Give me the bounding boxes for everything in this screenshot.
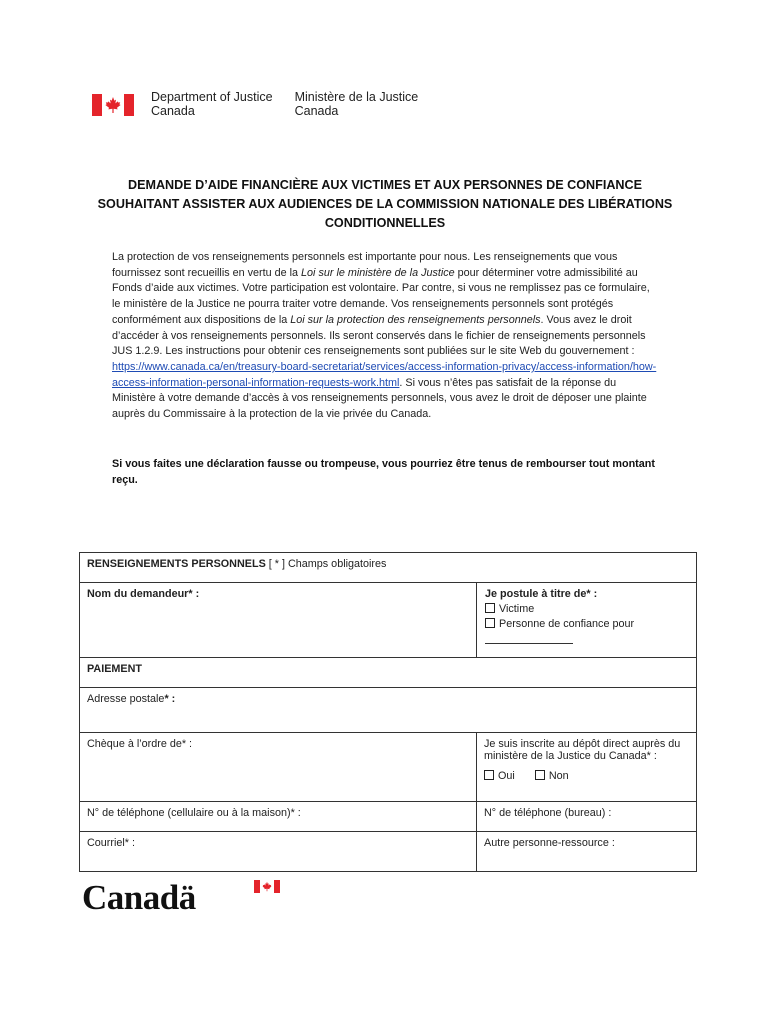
cheque-payee-label: Chèque à l’ordre de* : <box>87 738 193 750</box>
false-declaration-warning: Si vous faites une déclaration fausse ou trompeuse, vous pourriez être tenus de rembourser tout montant reçu. <box>112 458 655 486</box>
work-phone-label: N° de téléphone (bureau) : <box>484 807 612 819</box>
yes-option-label: Oui <box>498 770 515 782</box>
apply-as-field <box>477 583 697 658</box>
support-person-checkbox[interactable] <box>485 618 495 628</box>
direct-deposit-field <box>477 733 697 802</box>
other-contact-field[interactable] <box>477 832 697 872</box>
department-header <box>92 90 418 122</box>
department-name-french: Ministère de la Justice Canada <box>294 90 419 118</box>
direct-deposit-label: Je suis inscrite au dépôt direct auprès du ministère de la Justice du Canada* : <box>484 738 681 762</box>
victim-checkbox[interactable] <box>485 603 495 613</box>
email-label: Courriel* : <box>87 837 136 849</box>
canada-flag-icon <box>92 94 134 116</box>
privacy-instructions-link[interactable]: https://www.canada.ca/en/treasury-board-secretariat/services/access-information-privacy/access-information/how-access-information-personal-information-requests-work.html <box>112 360 657 389</box>
email-field[interactable] <box>80 832 477 872</box>
support-person-blank[interactable] <box>485 633 573 644</box>
law-reference: Loi sur le ministère de la Justice <box>301 266 455 279</box>
wordmark-flag-icon <box>254 880 280 893</box>
canada-wordmark <box>82 880 196 916</box>
other-contact-label: Autre personne-ressource : <box>484 837 615 849</box>
privacy-notice: La protection de vos renseignements personnels est importante pour nous. Les renseignements que vous fournissez sont recueillis en vertu de la Loi sur le ministère de la Justice pour déterminer votre admissibilité au Fonds d’aide aux victimes. Votre participation est volontaire. Par contre, si vous ne remplissez pas ce formulaire, le ministère de la Justice ne pourra traiter votre demande. Vos renseignements personnels sont protégés conformément aux dispositions de la Loi sur la protection des renseignements personnels. Vous avez le droit d’accéder à vos renseignements personnels. Ils seront conservés dans le fichier de renseignements personnels JUS 1.2.9. Les instructions pour obtenir ces renseignements sont publiées sur le site Web du gouvernement : https://www.canada.ca/en/treasury-board-secretariat/services/access-information-privacy/access-information/how-access-information-personal-information-requests-work.html. Si vous n’êtes pas satisfait de la réponse du Ministère à votre demande d’accès à vos renseignements personnels, vous avez le droit de déposer une plainte auprès du Commissaire à la protection de la vie privée du Canada. <box>112 251 657 421</box>
department-name-english: Department of Justice Canada <box>151 90 273 118</box>
required-fields-note: [ * ] Champs obligatoires <box>265 558 387 570</box>
applicant-name-field[interactable] <box>80 583 477 658</box>
section-title: PAIEMENT <box>87 663 142 675</box>
personal-info-header <box>80 553 697 583</box>
cheque-payee-field[interactable] <box>80 733 477 802</box>
phone-field[interactable] <box>80 802 477 832</box>
no-option-label: Non <box>548 770 569 782</box>
section-title: RENSEIGNEMENTS PERSONNELS <box>87 558 266 570</box>
applicant-name-label: Nom du demandeur* : <box>87 588 200 600</box>
direct-deposit-no-checkbox[interactable] <box>535 770 545 780</box>
victim-option-label: Victime <box>499 603 535 615</box>
postal-address-field[interactable]: Adresse postale* : <box>80 688 697 733</box>
canada-wordmark-text: Canadä <box>82 878 196 917</box>
application-form <box>79 552 697 872</box>
phone-label: N° de téléphone (cellulaire ou à la maison)* : <box>87 807 301 819</box>
postal-address-label: Adresse postale <box>87 693 165 705</box>
support-person-option-label: Personne de confiance pour <box>499 618 635 630</box>
law-reference: Loi sur la protection des renseignements personnels <box>290 313 541 326</box>
payment-header <box>80 658 697 688</box>
direct-deposit-yes-checkbox[interactable] <box>484 770 494 780</box>
form-title: DEMANDE D’AIDE FINANCIÈRE AUX VICTIMES ET AUX PERSONNES DE CONFIANCE SOUHAITANT ASSISTER AUX AUDIENCES DE LA COMMISSION NATIONALE DES LIBÉRATIONS CONDITIONNELLES <box>97 178 673 230</box>
apply-as-label: Je postule à titre de* : <box>485 588 598 600</box>
work-phone-field[interactable] <box>477 802 697 832</box>
